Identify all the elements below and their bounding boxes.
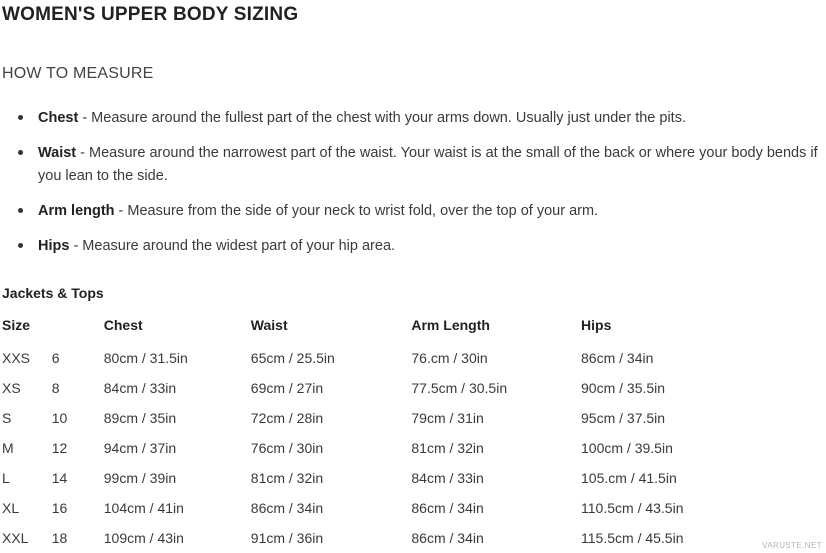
cell-size: S — [2, 409, 12, 426]
page-title: WOMEN'S UPPER BODY SIZING — [2, 4, 299, 25]
table-caption: Jackets & Tops — [2, 284, 104, 301]
cell-arm-length: 81cm / 32in — [411, 439, 484, 456]
cell-waist: 91cm / 36in — [250, 529, 324, 546]
cell-number: 12 — [51, 439, 68, 456]
cell-chest: 94cm / 37in — [103, 439, 177, 456]
measure-instructions-list — [0, 83, 826, 258]
list-item — [36, 200, 826, 222]
table-row — [2, 403, 762, 433]
cell-hips: 95cm / 37.5in — [581, 409, 666, 426]
cell-size: M — [2, 439, 14, 456]
measure-description: - Measure from the side of your neck to wrist fold, over the top of your arm. — [114, 203, 599, 219]
cell-number: 6 — [51, 349, 60, 366]
measure-description: - Measure around the narrowest part of the waist. Your waist is at the small of the back or where your body bends if you lean to the side. — [38, 145, 818, 184]
cell-waist: 69cm / 27in — [250, 379, 324, 396]
cell-chest: 89cm / 35in — [103, 409, 177, 426]
table-row — [2, 433, 762, 463]
list-item — [36, 107, 826, 129]
cell-waist: 76cm / 30in — [250, 439, 324, 456]
table-row — [2, 523, 762, 553]
column-header-hips: Hips — [581, 316, 612, 333]
list-item — [36, 235, 826, 257]
cell-hips: 115.5cm / 45.5in — [581, 529, 684, 546]
cell-size: XL — [2, 499, 20, 516]
cell-hips: 86cm / 34in — [581, 349, 654, 366]
measure-term: Waist — [38, 145, 77, 162]
cell-arm-length: 84cm / 33in — [411, 469, 484, 486]
table-row — [2, 493, 762, 523]
column-header-size: Size — [2, 316, 31, 333]
cell-chest: 84cm / 33in — [103, 379, 177, 396]
cell-hips: 100cm / 39.5in — [581, 439, 673, 456]
cell-chest: 80cm / 31.5in — [103, 349, 188, 366]
measure-term: Chest — [38, 109, 79, 126]
cell-hips: 105.cm / 41.5in — [581, 469, 677, 486]
cell-chest: 109cm / 43in — [103, 529, 184, 546]
cell-size: XS — [2, 379, 21, 396]
table-header-row — [2, 313, 762, 343]
cell-size: XXL — [2, 529, 29, 546]
measure-description: - Measure around the widest part of your hip area. — [69, 238, 396, 255]
cell-number: 10 — [51, 409, 68, 426]
cell-size: L — [2, 469, 10, 486]
cell-number: 8 — [51, 379, 60, 396]
cell-waist: 65cm / 25.5in — [250, 349, 335, 366]
cell-number: 18 — [51, 529, 68, 546]
cell-arm-length: 86cm / 34in — [411, 529, 484, 546]
cell-waist: 72cm / 28in — [250, 409, 324, 426]
cell-arm-length: 86cm / 34in — [411, 499, 484, 516]
cell-hips: 90cm / 35.5in — [581, 379, 666, 396]
cell-size: XXS — [2, 349, 31, 366]
cell-waist: 86cm / 34in — [250, 499, 324, 516]
cell-chest: 104cm / 41in — [103, 499, 184, 516]
cell-arm-length: 76.cm / 30in — [411, 349, 488, 366]
cell-number: 14 — [51, 469, 68, 486]
measure-term: Arm length — [38, 203, 115, 219]
cell-arm-length: 77.5cm / 30.5in — [411, 379, 508, 396]
cell-waist: 81cm / 32in — [250, 469, 324, 486]
list-item — [36, 142, 826, 187]
cell-chest: 99cm / 39in — [103, 469, 177, 486]
size-chart-table — [2, 313, 762, 553]
cell-number: 16 — [51, 499, 68, 516]
measure-description: - Measure around the fullest part of the chest with your arms down. Usually just under the pits. — [78, 109, 686, 126]
watermark: VARUSTE.NET — [762, 541, 822, 550]
how-to-measure-heading: HOW TO MEASURE — [2, 64, 154, 82]
column-header-waist: Waist — [250, 316, 288, 333]
table-row — [2, 373, 762, 403]
column-header-chest: Chest — [103, 316, 143, 333]
column-header-arm-length: Arm Length — [411, 316, 490, 333]
measure-term: Hips — [38, 238, 70, 255]
table-row — [2, 463, 762, 493]
cell-hips: 110.5cm / 43.5in — [581, 499, 684, 516]
cell-arm-length: 79cm / 31in — [411, 409, 484, 426]
table-row — [2, 343, 762, 373]
column-header-number — [52, 313, 104, 343]
